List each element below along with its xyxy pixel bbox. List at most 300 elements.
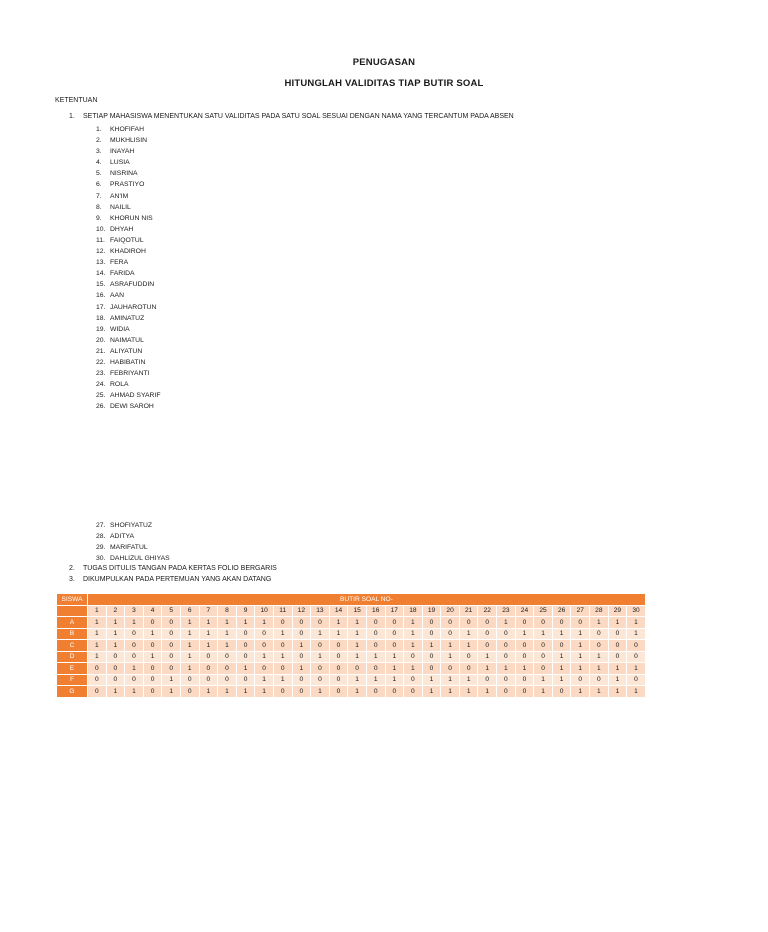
score-cell: 0 — [366, 686, 385, 698]
score-cell: 0 — [162, 640, 181, 652]
score-cell: 1 — [608, 686, 627, 698]
score-cell: 0 — [515, 617, 534, 629]
score-cell: 1 — [348, 640, 367, 652]
score-cell: 0 — [329, 640, 348, 652]
score-cell: 0 — [404, 651, 423, 663]
score-cell: 1 — [273, 651, 292, 663]
student-name: HABIBATIN — [110, 358, 146, 366]
score-cell: 0 — [534, 640, 553, 652]
column-number: 15 — [348, 605, 367, 617]
point-number: 1. — [69, 113, 75, 120]
score-cell: 0 — [236, 674, 255, 686]
score-cell: 0 — [162, 663, 181, 675]
column-number: 22 — [478, 605, 497, 617]
column-number: 3 — [125, 605, 144, 617]
score-cell: 1 — [125, 663, 144, 675]
student-number: 10. — [96, 225, 106, 233]
score-cell: 1 — [199, 686, 218, 698]
student-number: 23. — [96, 370, 106, 378]
column-number-row — [57, 605, 647, 617]
column-number: 28 — [590, 605, 609, 617]
score-cell: 0 — [385, 640, 404, 652]
score-cell: 1 — [199, 617, 218, 629]
score-cell: 0 — [478, 640, 497, 652]
score-cell: 1 — [608, 617, 627, 629]
student-name: NISRINA — [110, 170, 138, 178]
score-cell: 0 — [199, 651, 218, 663]
student-name: MARIFATUL — [110, 544, 148, 551]
score-cell: 1 — [236, 663, 255, 675]
student-name: ALIYATUN — [110, 347, 143, 355]
score-cell: 1 — [329, 628, 348, 640]
score-cell: 0 — [162, 617, 181, 629]
score-cell: 1 — [497, 663, 516, 675]
score-cell: 1 — [459, 628, 478, 640]
score-cell: 0 — [478, 617, 497, 629]
student-name: ADITYA — [110, 533, 135, 540]
student-number: 4. — [96, 159, 102, 167]
score-cell: 1 — [143, 628, 162, 640]
student-name: NAILIL — [110, 203, 131, 211]
score-cell: 1 — [459, 686, 478, 698]
score-cell: 0 — [590, 674, 609, 686]
score-cell: 0 — [366, 617, 385, 629]
score-cell: 1 — [627, 628, 646, 640]
score-cell: 0 — [422, 663, 441, 675]
score-cell: 1 — [348, 686, 367, 698]
column-number: 7 — [199, 605, 218, 617]
student-name-item — [96, 235, 160, 246]
score-cell: 0 — [571, 617, 590, 629]
siswa-header-continued — [57, 605, 88, 617]
student-name-list-continued — [96, 520, 170, 564]
student-name: WIDIA — [110, 325, 130, 333]
score-cell: 0 — [552, 686, 571, 698]
score-cell: 0 — [329, 651, 348, 663]
student-number: 26. — [96, 403, 106, 411]
student-row-label: B — [57, 628, 88, 640]
column-number: 4 — [143, 605, 162, 617]
column-number: 21 — [459, 605, 478, 617]
score-cell: 0 — [143, 663, 162, 675]
score-cell: 0 — [497, 651, 516, 663]
score-cell: 1 — [366, 651, 385, 663]
score-cell: 1 — [552, 674, 571, 686]
column-number: 16 — [366, 605, 385, 617]
score-cell: 1 — [311, 628, 330, 640]
student-number: 19. — [96, 325, 106, 333]
score-cell: 0 — [329, 686, 348, 698]
point-number: 2. — [69, 565, 75, 572]
score-cell: 1 — [311, 651, 330, 663]
student-name: FARIDA — [110, 270, 135, 278]
score-cell: 0 — [515, 640, 534, 652]
student-name-item — [96, 390, 160, 401]
column-number: 13 — [311, 605, 330, 617]
score-cell: 1 — [348, 628, 367, 640]
score-cell: 0 — [552, 640, 571, 652]
student-name: MUKHLISIN — [110, 137, 148, 145]
score-cell: 1 — [180, 640, 199, 652]
score-cell: 1 — [348, 674, 367, 686]
row-end-cell — [645, 686, 646, 698]
score-cell: 0 — [143, 674, 162, 686]
score-cell: 1 — [441, 686, 460, 698]
score-cell: 1 — [627, 617, 646, 629]
score-cell: 1 — [218, 640, 237, 652]
score-cell: 0 — [273, 663, 292, 675]
score-cell: 0 — [311, 617, 330, 629]
score-cell: 0 — [311, 640, 330, 652]
student-name: FEBRIYANTI — [110, 370, 150, 378]
score-cell: 1 — [348, 617, 367, 629]
row-end-cell — [645, 640, 646, 652]
student-name-item — [96, 553, 170, 564]
score-cell: 0 — [627, 674, 646, 686]
student-row-label: D — [57, 651, 88, 663]
student-name: NAIMATUL — [110, 336, 144, 344]
score-cell: 0 — [180, 686, 199, 698]
score-cell: 1 — [404, 663, 423, 675]
score-cell: 0 — [218, 674, 237, 686]
score-cell: 0 — [441, 663, 460, 675]
score-cell: 0 — [125, 651, 144, 663]
row-end-cell — [645, 663, 646, 675]
score-cell: 0 — [515, 674, 534, 686]
score-cell: 1 — [106, 686, 125, 698]
score-cell: 1 — [311, 686, 330, 698]
student-name-item — [96, 157, 160, 168]
student-name: KHOFIFAH — [110, 126, 144, 133]
row-end-cell — [645, 628, 646, 640]
student-name: FERA — [110, 259, 129, 267]
column-number: 10 — [255, 605, 274, 617]
score-cell: 1 — [255, 651, 274, 663]
column-number: 27 — [571, 605, 590, 617]
score-cell: 1 — [106, 640, 125, 652]
point-1 — [69, 113, 514, 120]
student-number: 1. — [96, 126, 102, 133]
score-cell: 0 — [497, 628, 516, 640]
student-name: FAIQOTUL — [110, 236, 144, 244]
student-number: 13. — [96, 259, 106, 267]
score-cell: 1 — [627, 663, 646, 675]
student-name: DEWI SAROH — [110, 403, 154, 411]
student-name-item — [96, 268, 160, 279]
score-cell: 1 — [88, 651, 107, 663]
student-number: 3. — [96, 148, 102, 156]
butir-soal-header: BUTIR SOAL NO- — [88, 594, 646, 606]
score-cell: 0 — [88, 674, 107, 686]
student-number: 6. — [96, 181, 102, 189]
student-number: 25. — [96, 392, 106, 400]
student-number: 24. — [96, 381, 106, 389]
score-cell: 0 — [385, 617, 404, 629]
score-cell: 1 — [571, 651, 590, 663]
score-cell: 1 — [236, 686, 255, 698]
score-cell: 0 — [627, 640, 646, 652]
score-cell: 0 — [515, 651, 534, 663]
score-cell: 1 — [255, 617, 274, 629]
student-number: 9. — [96, 214, 102, 222]
column-number: 25 — [534, 605, 553, 617]
score-cell: 0 — [273, 640, 292, 652]
score-cell: 1 — [590, 663, 609, 675]
score-cell: 0 — [590, 640, 609, 652]
column-number: 2 — [106, 605, 125, 617]
score-cell: 1 — [88, 617, 107, 629]
score-cell: 1 — [534, 628, 553, 640]
student-number: 14. — [96, 270, 106, 278]
column-number: 14 — [329, 605, 348, 617]
student-number: 12. — [96, 248, 106, 256]
student-number: 18. — [96, 314, 106, 322]
student-name-item — [96, 135, 160, 146]
score-cell: 1 — [255, 686, 274, 698]
table-row — [57, 617, 647, 629]
score-cell: 0 — [199, 663, 218, 675]
score-cell: 1 — [218, 628, 237, 640]
score-cell: 0 — [422, 617, 441, 629]
score-cell: 0 — [329, 674, 348, 686]
student-name-item — [96, 146, 160, 157]
score-cell: 1 — [162, 674, 181, 686]
column-number: 11 — [273, 605, 292, 617]
score-cell: 1 — [366, 674, 385, 686]
student-name: ASRAFUDDIN — [110, 281, 155, 289]
score-cell: 0 — [143, 686, 162, 698]
score-cell: 1 — [180, 617, 199, 629]
student-name-list — [96, 124, 160, 412]
score-cell: 0 — [125, 674, 144, 686]
score-cell: 0 — [441, 628, 460, 640]
student-name-item — [96, 368, 160, 379]
student-name-item — [96, 302, 160, 313]
score-cell: 1 — [441, 651, 460, 663]
score-cell: 0 — [385, 686, 404, 698]
score-cell: 0 — [348, 663, 367, 675]
student-name-item — [96, 324, 160, 335]
student-row-label: E — [57, 663, 88, 675]
score-cell: 1 — [385, 674, 404, 686]
score-cell: 0 — [292, 651, 311, 663]
student-name-item — [96, 313, 160, 324]
score-cell: 0 — [292, 686, 311, 698]
score-cell: 0 — [627, 651, 646, 663]
student-name-item — [96, 520, 170, 531]
score-cell: 0 — [273, 686, 292, 698]
column-number: 20 — [441, 605, 460, 617]
score-cell: 0 — [404, 674, 423, 686]
score-cell: 0 — [459, 651, 478, 663]
student-number: 28. — [96, 533, 106, 540]
score-cell: 0 — [311, 674, 330, 686]
table-row — [57, 640, 647, 652]
score-cell: 1 — [385, 663, 404, 675]
score-cell: 0 — [292, 628, 311, 640]
score-cell: 0 — [515, 686, 534, 698]
score-cell: 0 — [143, 617, 162, 629]
student-name: LUSIA — [110, 159, 130, 167]
student-row-label: G — [57, 686, 88, 698]
point-text: DIKUMPULKAN PADA PERTEMUAN YANG AKAN DATANG — [83, 576, 272, 583]
student-name: KHORUN NIS — [110, 214, 153, 222]
student-name-item — [96, 346, 160, 357]
answer-table — [56, 593, 647, 698]
score-cell: 1 — [422, 686, 441, 698]
score-cell: 0 — [162, 628, 181, 640]
score-cell: 0 — [608, 651, 627, 663]
point-number: 3. — [69, 576, 75, 583]
score-cell: 0 — [162, 651, 181, 663]
column-number: 29 — [608, 605, 627, 617]
column-number: 8 — [218, 605, 237, 617]
score-cell: 1 — [348, 651, 367, 663]
column-number: 24 — [515, 605, 534, 617]
score-cell: 0 — [422, 651, 441, 663]
student-name: AHMAD SYARIF — [110, 392, 161, 400]
student-name-item — [96, 202, 160, 213]
student-number: 8. — [96, 203, 102, 211]
score-cell: 0 — [497, 674, 516, 686]
table-row — [57, 674, 647, 686]
table-header-row — [57, 594, 647, 606]
student-name-item — [96, 246, 160, 257]
student-number: 15. — [96, 281, 106, 289]
score-cell: 0 — [459, 617, 478, 629]
score-cell: 0 — [329, 663, 348, 675]
score-cell: 0 — [292, 617, 311, 629]
score-cell: 0 — [534, 663, 553, 675]
header-end-cell — [645, 594, 646, 606]
student-name: DAHLIZUL GHIYAS — [110, 555, 170, 562]
score-cell: 0 — [106, 651, 125, 663]
student-name-item — [96, 124, 160, 135]
column-number: 17 — [385, 605, 404, 617]
score-cell: 0 — [199, 674, 218, 686]
column-number: 12 — [292, 605, 311, 617]
score-cell: 1 — [236, 617, 255, 629]
score-cell: 0 — [273, 617, 292, 629]
student-row-label: A — [57, 617, 88, 629]
score-cell: 1 — [459, 640, 478, 652]
score-cell: 1 — [218, 686, 237, 698]
score-cell: 1 — [88, 640, 107, 652]
ketentuan-label: KETENTUAN — [55, 97, 98, 104]
score-cell: 0 — [366, 628, 385, 640]
score-cell: 1 — [515, 628, 534, 640]
score-cell: 0 — [534, 651, 553, 663]
score-cell: 0 — [422, 628, 441, 640]
score-cell: 0 — [404, 686, 423, 698]
score-cell: 1 — [292, 663, 311, 675]
score-cell: 1 — [199, 640, 218, 652]
score-cell: 0 — [125, 640, 144, 652]
point-3 — [69, 576, 271, 583]
score-cell: 0 — [255, 663, 274, 675]
score-cell: 1 — [441, 674, 460, 686]
student-number: 7. — [96, 192, 102, 200]
score-cell: 1 — [571, 640, 590, 652]
score-cell: 1 — [180, 628, 199, 640]
score-cell: 1 — [534, 674, 553, 686]
score-cell: 0 — [106, 674, 125, 686]
student-number: 21. — [96, 347, 106, 355]
score-cell: 1 — [534, 686, 553, 698]
score-cell: 0 — [311, 663, 330, 675]
header-end-cell — [645, 605, 646, 617]
row-end-cell — [645, 674, 646, 686]
student-name: ROLA — [110, 381, 129, 389]
score-cell: 0 — [106, 663, 125, 675]
column-number: 9 — [236, 605, 255, 617]
student-name-item — [96, 191, 160, 202]
row-end-cell — [645, 651, 646, 663]
score-cell: 1 — [385, 651, 404, 663]
student-name: PRASTIYO — [110, 181, 145, 189]
score-cell: 0 — [366, 640, 385, 652]
student-name-item — [96, 279, 160, 290]
score-cell: 1 — [552, 663, 571, 675]
score-cell: 0 — [236, 628, 255, 640]
score-cell: 0 — [552, 617, 571, 629]
score-cell: 1 — [404, 628, 423, 640]
student-name-item — [96, 168, 160, 179]
score-cell: 0 — [441, 617, 460, 629]
row-end-cell — [645, 617, 646, 629]
student-name-item — [96, 379, 160, 390]
score-cell: 0 — [180, 674, 199, 686]
student-number: 30. — [96, 555, 106, 562]
score-cell: 1 — [273, 674, 292, 686]
score-cell: 1 — [459, 674, 478, 686]
score-cell: 1 — [515, 663, 534, 675]
student-name-item — [96, 357, 160, 368]
score-cell: 0 — [608, 628, 627, 640]
point-2 — [69, 565, 277, 572]
score-cell: 0 — [608, 640, 627, 652]
score-cell: 0 — [88, 663, 107, 675]
point-text: SETIAP MAHASISWA MENENTUKAN SATU VALIDITAS PADA SATU SOAL SESUAI DENGAN NAMA YANG TERCANTUM PADA ABSEN — [83, 113, 514, 120]
score-cell: 1 — [125, 686, 144, 698]
score-cell: 0 — [478, 674, 497, 686]
score-cell: 0 — [143, 640, 162, 652]
score-cell: 1 — [478, 663, 497, 675]
score-cell: 1 — [590, 686, 609, 698]
student-name-item — [96, 401, 160, 412]
score-cell: 1 — [422, 674, 441, 686]
student-name-item — [96, 224, 160, 235]
column-number: 30 — [627, 605, 646, 617]
student-number: 5. — [96, 170, 102, 178]
score-cell: 1 — [292, 640, 311, 652]
score-cell: 0 — [478, 628, 497, 640]
score-cell: 1 — [478, 651, 497, 663]
score-cell: 0 — [255, 640, 274, 652]
student-number: 29. — [96, 544, 106, 551]
student-name: JAUHAROTUN — [110, 303, 157, 311]
score-cell: 1 — [199, 628, 218, 640]
score-cell: 1 — [608, 663, 627, 675]
score-cell: 0 — [292, 674, 311, 686]
score-cell: 0 — [497, 640, 516, 652]
student-number: 27. — [96, 522, 106, 529]
student-number: 20. — [96, 336, 106, 344]
score-cell: 0 — [88, 686, 107, 698]
student-row-label: F — [57, 674, 88, 686]
column-number: 23 — [497, 605, 516, 617]
student-name-item — [96, 542, 170, 553]
